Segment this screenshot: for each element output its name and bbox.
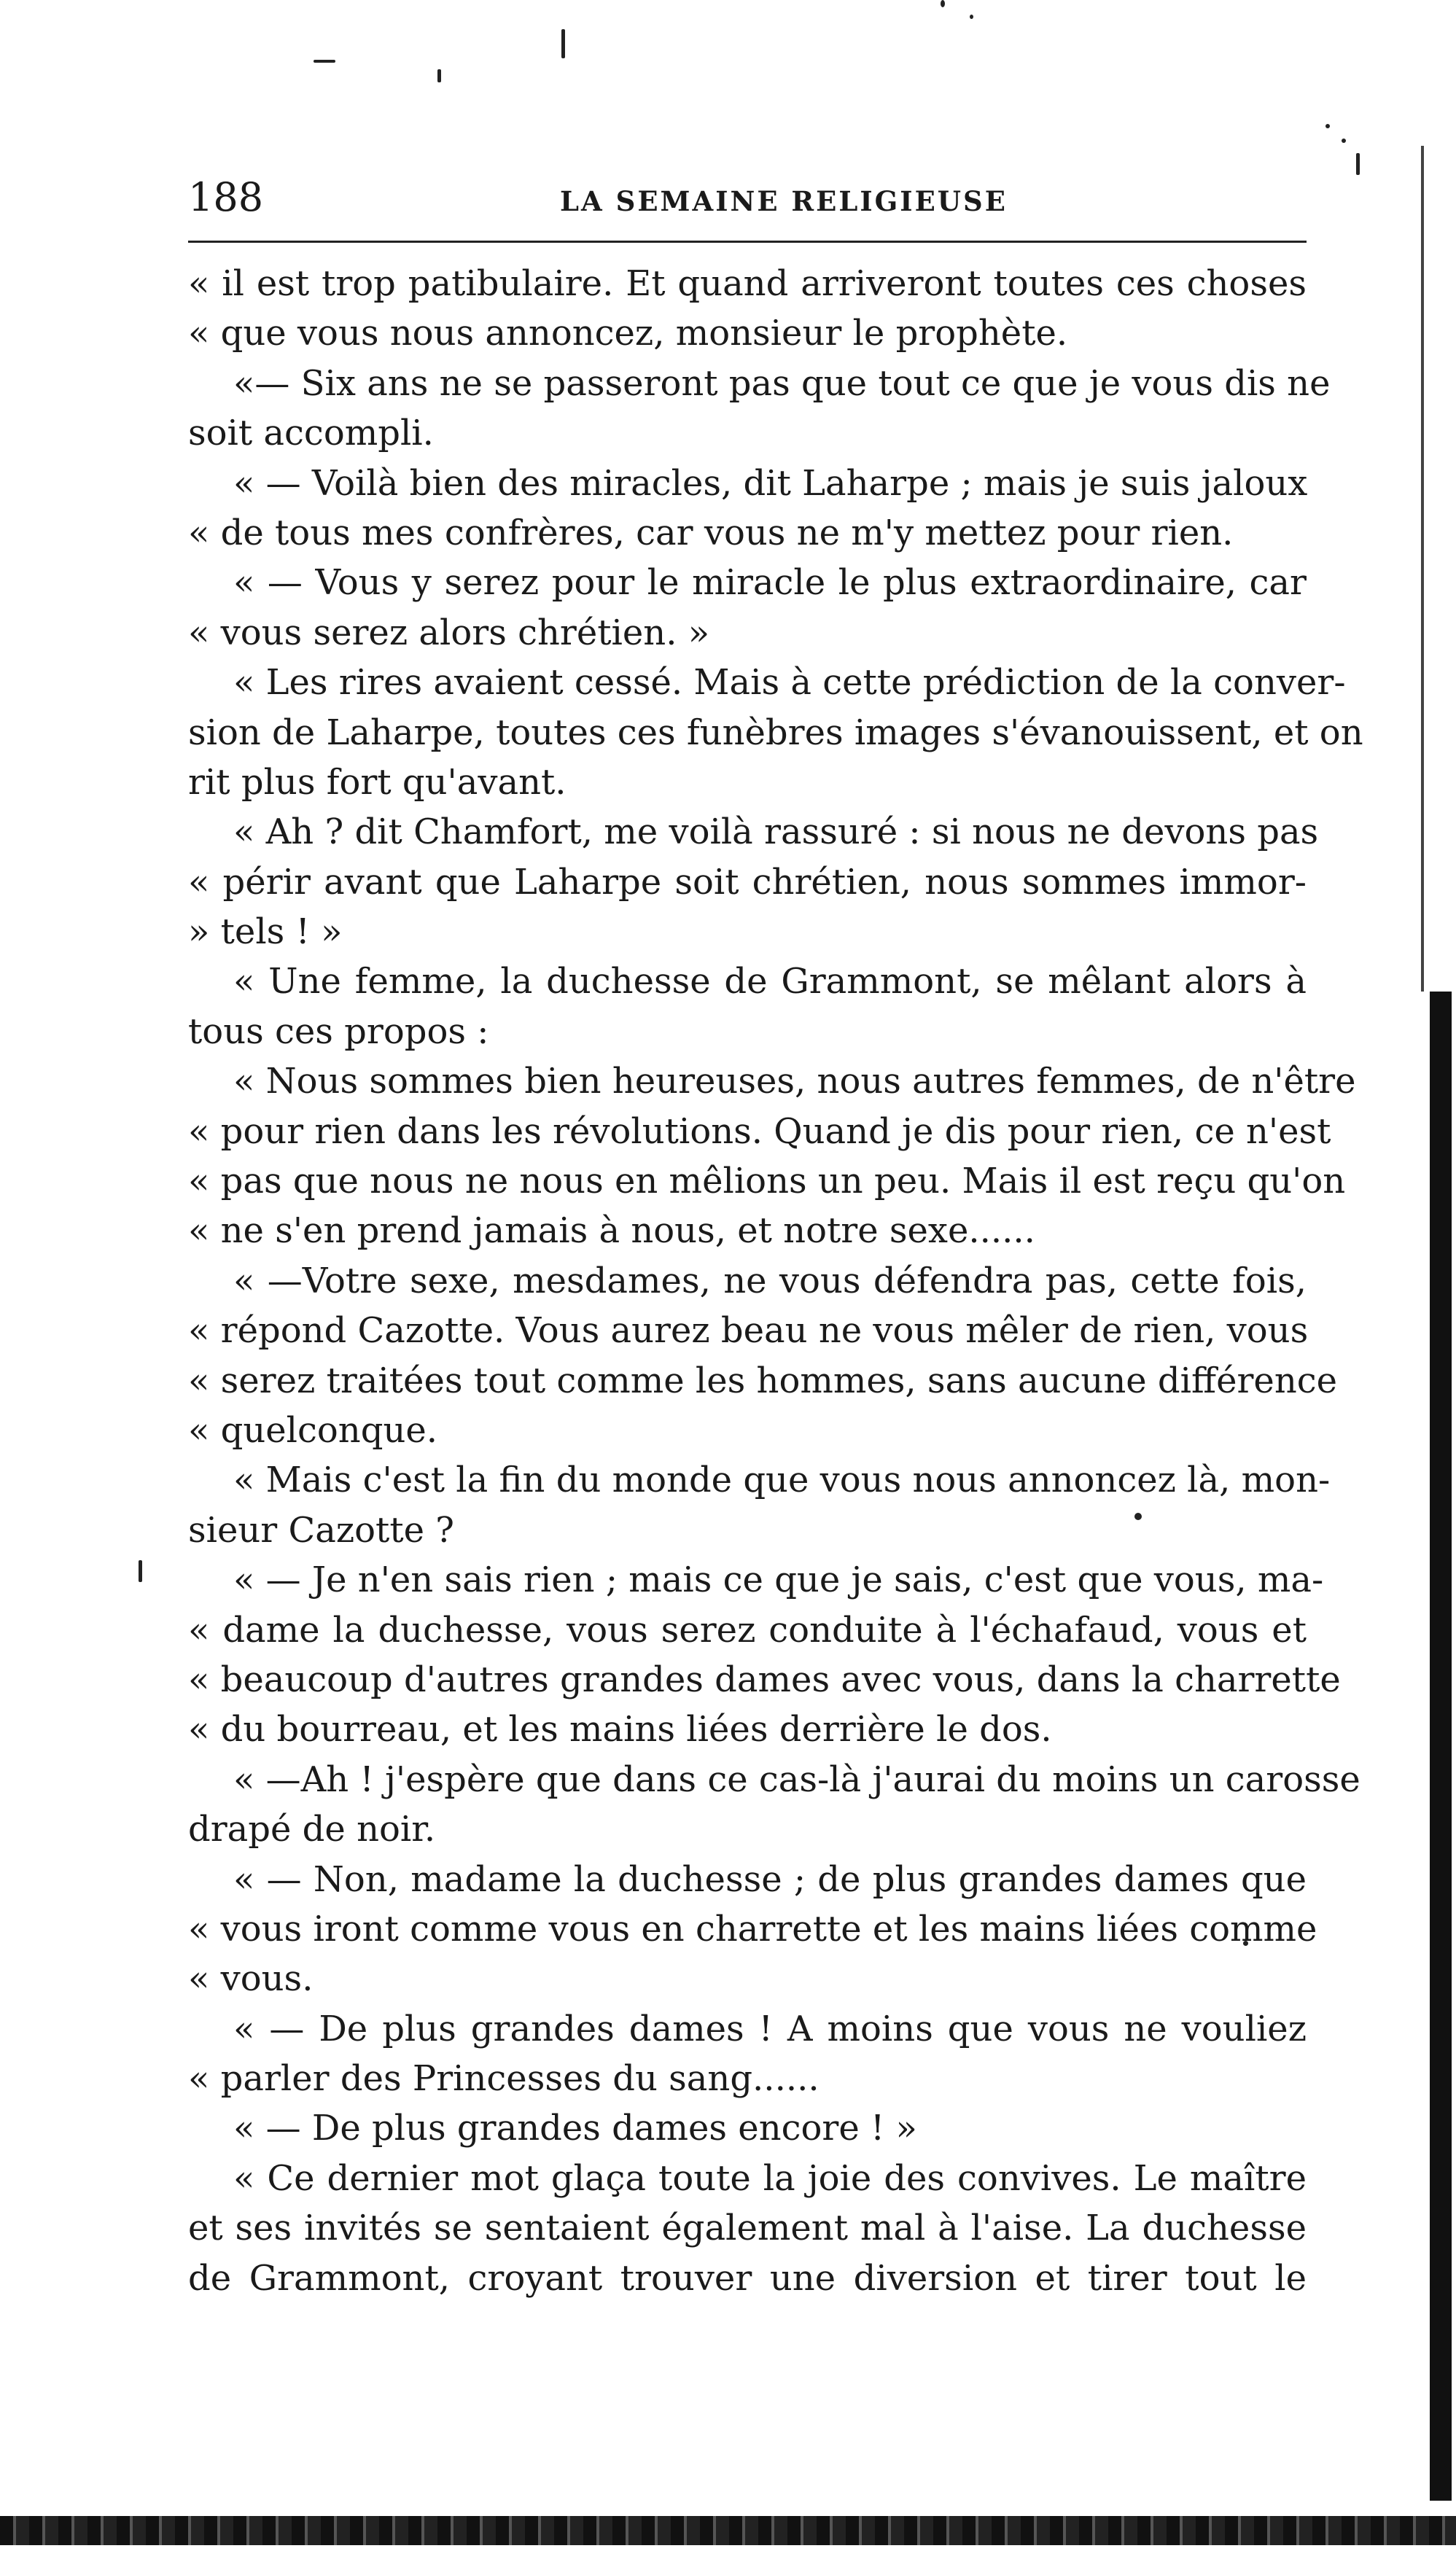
scan-speck (1325, 124, 1330, 128)
text-line: « Les rires avaient cessé. Mais à cette prédiction de la conver- (233, 662, 1346, 704)
running-head (188, 172, 1307, 223)
text-line: « — De plus grandes dames ! A moins que vous ne vouliez (233, 2008, 1307, 2049)
text-line: « Ce dernier mot glaça toute la joie des convives. Le maître (233, 2157, 1307, 2199)
text-line: « pas que nous ne nous en mêlions un peu. Mais il est reçu qu'on (188, 1161, 1346, 1202)
scan-speck (970, 15, 973, 19)
text-line: « ne s'en prend jamais à nous, et notre sexe...... (188, 1210, 1035, 1252)
text-line: « — Vous y serez pour le miracle le plus extraordinaire, car (233, 562, 1307, 604)
scan-speck (314, 60, 335, 63)
scan-speck (1342, 139, 1346, 143)
text-line: « répond Cazotte. Vous aurez beau ne vous mêler de rien, vous (188, 1310, 1309, 1352)
text-line: « — Je n'en sais rien ; mais ce que je sais, c'est que vous, ma- (233, 1559, 1324, 1601)
scan-speck (139, 1560, 142, 1582)
text-line: « — Voilà bien des miracles, dit Laharpe ; mais je suis jaloux (233, 462, 1308, 504)
header-rule (188, 241, 1307, 243)
text-line: « il est trop patibulaire. Et quand arriveront toutes ces choses (188, 263, 1307, 304)
scan-speck (1356, 153, 1360, 175)
text-line: « Ah ? dit Chamfort, me voilà rassuré : si nous ne devons pas (233, 811, 1319, 853)
scan-edge-line-right (1421, 146, 1424, 992)
text-line: rit plus fort qu'avant. (188, 761, 567, 803)
text-line: « que vous nous annoncez, monsieur le prophète. (188, 313, 1068, 354)
text-line: « du bourreau, et les mains liées derrière le dos. (188, 1709, 1052, 1750)
text-line: « Une femme, la duchesse de Grammont, se mêlant alors à (233, 961, 1307, 1002)
scan-speck (437, 69, 441, 82)
text-line: « —Votre sexe, mesdames, ne vous défendra pas, cette fois, (233, 1260, 1307, 1301)
text-line: « pour rien dans les révolutions. Quand je dis pour rien, ce n'est (188, 1110, 1331, 1152)
scan-speck (941, 0, 945, 7)
text-line: soit accompli. (188, 413, 434, 454)
text-line: « quelconque. (188, 1409, 438, 1451)
scan-edge-shadow-bottom (0, 2516, 1456, 2545)
body-text (188, 259, 1363, 2303)
text-line: « dame la duchesse, vous serez conduite à l'échafaud, vous et (188, 1609, 1307, 1651)
scan-speck (561, 29, 565, 58)
text-line: « vous iront comme vous en charrette et les mains liées comme (188, 1908, 1317, 1950)
text-line: « vous. (188, 1958, 314, 2000)
text-line: sion de Laharpe, toutes ces funèbres images s'évanouissent, et on (188, 712, 1363, 753)
scan-edge-shadow-right (1430, 992, 1452, 2501)
text-line: et ses invités se sentaient également mal à l'aise. La duchesse (188, 2208, 1307, 2249)
text-line: «— Six ans ne se passeront pas que tout ce que je vous dis ne (233, 362, 1331, 404)
text-line: sieur Cazotte ? (188, 1509, 455, 1551)
text-line: tous ces propos : (188, 1010, 489, 1052)
text-line: » tels ! » (188, 911, 343, 953)
page-number: 188 (188, 174, 264, 220)
text-line: « Nous sommes bien heureuses, nous autres femmes, de n'être (233, 1061, 1356, 1102)
text-line: « beaucoup d'autres grandes dames avec vous, dans la charrette (188, 1659, 1341, 1700)
text-line: « — Non, madame la duchesse ; de plus grandes dames que (233, 1858, 1307, 1900)
text-line: « parler des Princesses du sang...... (188, 2058, 820, 2100)
text-line: « de tous mes confrères, car vous ne m'y mettez pour rien. (188, 512, 1234, 553)
text-line: « Mais c'est la fin du monde que vous nous annoncez là, mon- (233, 1460, 1331, 1501)
text-line: « périr avant que Laharpe soit chrétien, nous sommes immor- (188, 861, 1307, 903)
text-line: « serez traitées tout comme les hommes, sans aucune différence (188, 1360, 1338, 1401)
running-title: LA SEMAINE RELIGIEUSE (560, 185, 1008, 217)
text-line: de Grammont, croyant trouver une diversion et tirer tout le (188, 2257, 1307, 2299)
text-line: « —Ah ! j'espère que dans ce cas-là j'aurai du moins un carosse (233, 1759, 1360, 1800)
text-line: « — De plus grandes dames encore ! » (233, 2108, 917, 2149)
text-line: drapé de noir. (188, 1809, 436, 1850)
text-line: « vous serez alors chrétien. » (188, 612, 710, 653)
